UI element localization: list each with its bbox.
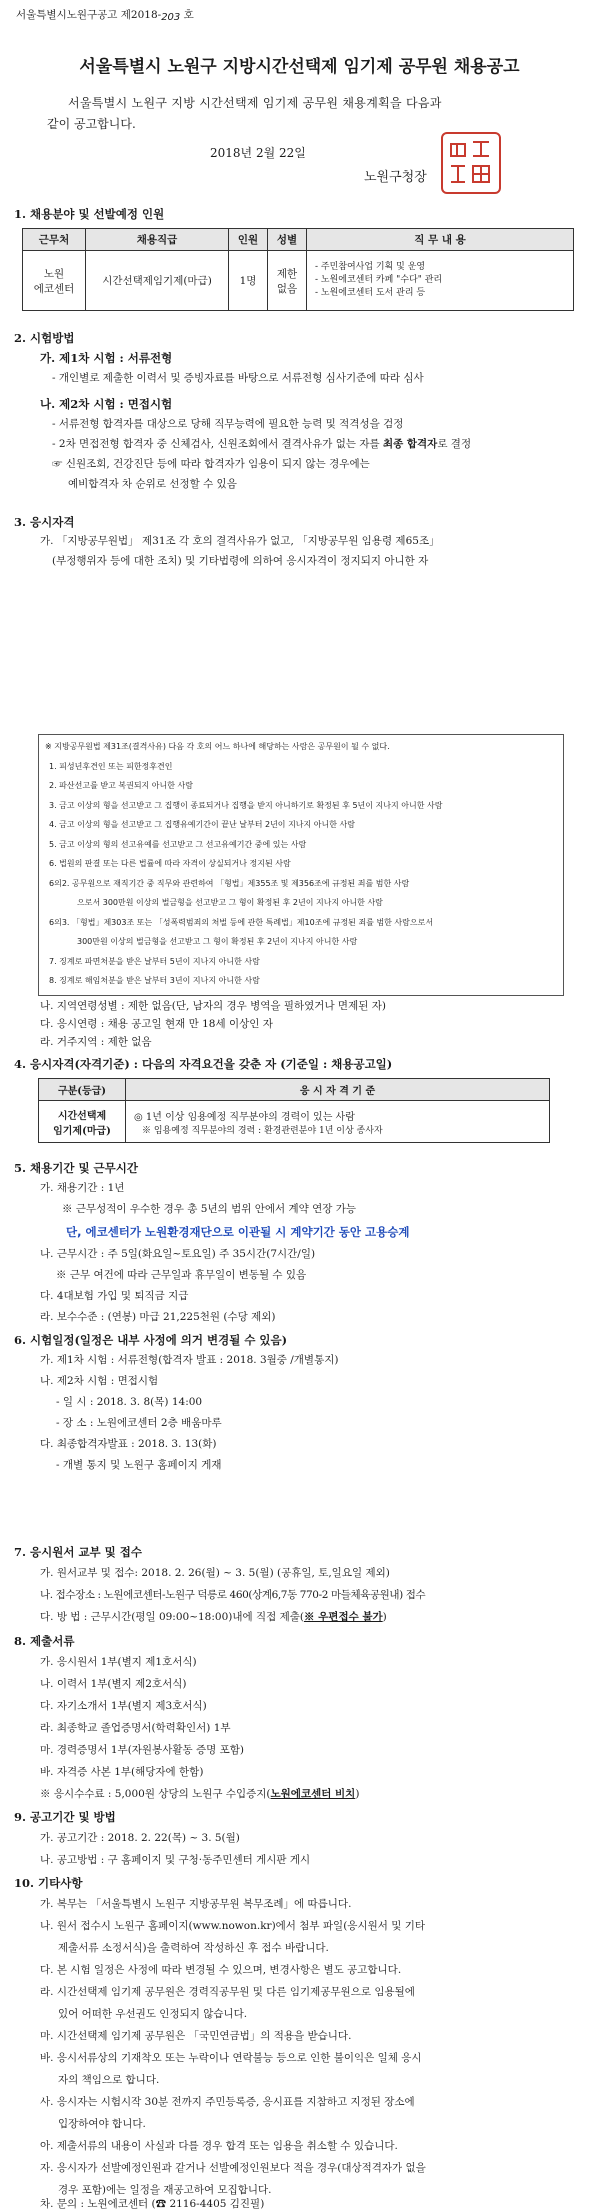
section-3-heading: 3. 응시자격 <box>14 515 75 529</box>
cell-workplace: 노원 에코센터 <box>23 251 86 311</box>
qualification-a-2: (부정행위자 등에 대한 조치) 및 기타법령에 의하여 응시자격이 정지되지 아니한 자 <box>52 555 429 567</box>
work-hours: 나. 근무시간 : 주 5일(화요일~토요일) 주 35시간(7시간/일) <box>40 1248 316 1260</box>
col-grade: 채용직급 <box>86 229 229 251</box>
box-line: 6. 법원의 판결 또는 다른 법률에 따라 자격이 상실되거나 정지된 사람 <box>49 859 291 868</box>
work-hours-note: ※ 근무 여건에 따라 근무일과 휴무일이 변동될 수 있음 <box>56 1269 307 1281</box>
misc-line: 마. 시간선택제 임기제 공무원은 「국민연금법」의 적용을 받습니다. <box>40 2030 352 2042</box>
misc-line: 나. 원서 접수시 노원구 홈페이지(www.nowon.kr)에서 첨부 파일(응시원서 및 기타 <box>40 1920 425 1932</box>
notice-method: 나. 공고방법 : 구 홈페이지 및 구청·동주민센터 게시판 게시 <box>40 1854 311 1866</box>
misc-line: 경우 포함)에는 일정을 재공고하여 모집합니다. <box>58 2184 272 2196</box>
cell-grade-class: 시간선택제 임기제(마급) <box>39 1101 126 1143</box>
exam-1-title: 가. 제1차 시험 : 서류전형 <box>40 351 173 365</box>
final-announcement: 다. 최종합격자발표 : 2018. 3. 13(화) <box>40 1438 217 1450</box>
cell-duties: - 주민참여사업 기획 및 운영 - 노원에코센터 카페 "수다" 관리 - 노원에코센터 도서 관리 등 <box>307 251 574 311</box>
notice-date: 2018년 2월 22일 <box>210 146 306 160</box>
misc-line: 가. 복무는 「서울특별시 노원구 지방공무원 복무조례」에 따릅니다. <box>40 1898 352 1910</box>
box-line: 8. 징계로 해임처분을 받은 날부터 3년이 지나지 아니한 사람 <box>49 976 260 985</box>
notice-period: 가. 공고기간 : 2018. 2. 22(목) ~ 3. 5(월) <box>40 1832 240 1844</box>
qualification-ra: 라. 거주지역 : 제한 없음 <box>40 1036 152 1048</box>
exam-2-note-2: 예비합격자 차 순위로 선정할 수 있음 <box>68 478 237 490</box>
box-line: 6의3. 「형법」제303조 또는 「성폭력범죄의 처벌 등에 관한 특례법」제10조에 규정된 죄를 범한 사람으로서 <box>49 917 434 927</box>
col-duties: 직 무 내 용 <box>307 229 574 251</box>
box-line: 6의2. 공무원으로 재직기간 중 직무와 관련하여 「형법」제355조 및 제356조에 규정된 죄를 범한 사람 <box>49 878 410 888</box>
misc-line: 사. 응시자는 시험시작 30분 전까지 주민등록증, 응시표를 지참하고 지정된 장소에 <box>40 2096 415 2108</box>
application-place: 나. 접수장소 : 노원에코센터-노원구 덕릉로 460(상계6,7동 770-2 마들체육공원내) 접수 <box>40 1589 426 1601</box>
schedule-2-place: - 장 소 : 노원에코센터 2층 배움마루 <box>56 1417 222 1429</box>
qualification-a-1: 가. 「지방공무원법」 제31조 각 호의 결격사유가 없고, 「지방공무원 임용령 제65조」 <box>40 535 440 547</box>
misc-line: 있어 어떠한 우선권도 인정되지 않습니다. <box>58 2008 248 2020</box>
col-workplace: 근무처 <box>23 229 86 251</box>
misc-line: 바. 응시서류상의 기재착오 또는 누락이나 연락불능 등으로 인한 불이익은 일체 응시 <box>40 2052 422 2064</box>
section-5-heading: 5. 채용기간 및 근무시간 <box>14 1161 138 1175</box>
misc-line: 제출서류 소정서식)을 출력하여 작성하신 후 접수 바랍니다. <box>58 1942 329 1954</box>
misc-line: 라. 시간선택제 임기제 공무원은 경력직공무원 및 다른 임기제공무원으로 임용될에 <box>40 1986 415 1998</box>
box-line: 5. 금고 이상의 형의 선고유예를 선고받고 그 선고유예기간 중에 있는 사람 <box>49 839 307 849</box>
disqualification-box <box>38 734 564 996</box>
document-item: 마. 경력증명서 1부(자원봉사활동 증명 포함) <box>40 1744 244 1756</box>
section-8-heading: 8. 제출서류 <box>14 1634 75 1648</box>
document-item: 다. 자기소개서 1부(별지 제3호서식) <box>40 1700 207 1712</box>
final-announcement-note: - 개별 통지 및 노원구 홈페이지 게재 <box>56 1459 222 1471</box>
misc-line: 입장하여야 합니다. <box>58 2118 146 2130</box>
box-line: 3. 금고 이상의 형을 선고받고 그 집행이 종료되거나 집행을 받지 아니하기로 확정된 후 5년이 지나지 아니한 사람 <box>49 800 443 810</box>
section-9-heading: 9. 공고기간 및 방법 <box>14 1810 116 1824</box>
col-requirements: 응 시 자 격 기 준 <box>126 1079 550 1101</box>
exam-2-note-1: ☞ 신원조회, 건강진단 등에 따라 합격자가 임용이 되지 않는 경우에는 <box>52 458 370 470</box>
issuer: 노원구청장 <box>364 170 427 185</box>
col-count: 인원 <box>229 229 268 251</box>
period-note: ※ 근무성적이 우수한 경우 총 5년의 범위 안에서 계약 연장 가능 <box>62 1203 356 1215</box>
section-6-heading: 6. 시험일정(일정은 내부 사정에 의거 변경될 수 있음) <box>14 1333 288 1347</box>
cell-gender: 제한 없음 <box>268 251 307 311</box>
document-item: 라. 최종학교 졸업증명서(학력확인서) 1부 <box>40 1722 231 1734</box>
section-1-heading: 1. 채용분야 및 선발예정 인원 <box>14 207 165 221</box>
qualification-da: 다. 응시연령 : 채용 공고일 현재 만 18세 이상인 자 <box>40 1018 273 1030</box>
period: 가. 채용기간 : 1년 <box>40 1182 125 1194</box>
succession-note: 단, 에코센터가 노원환경재단으로 이관될 시 계약기간 동안 고용승계 <box>66 1225 410 1239</box>
schedule-2-date: - 일 시 : 2018. 3. 8(목) 14:00 <box>56 1396 203 1408</box>
exam-2-desc-1: - 서류전형 합격자를 대상으로 당해 직무능력에 필요한 능력 및 적격성을 검정 <box>52 418 404 430</box>
salary: 라. 보수수준 : (연봉) 마급 21,225천원 (수당 제외) <box>40 1311 276 1323</box>
contact-line: 차. 문의 : 노원에코센터 (☎ 2116-4405 김진필) <box>40 2198 265 2210</box>
document-item: 가. 응시원서 1부(별지 제1호서식) <box>40 1656 197 1668</box>
qualification-table <box>38 1078 550 1143</box>
section-10-heading: 10. 기타사항 <box>14 1876 83 1890</box>
exam-2-title: 나. 제2차 시험 : 면접시험 <box>40 397 173 411</box>
misc-line: 다. 본 시험 일정은 사정에 따라 변경될 수 있으며, 변경사항은 별도 공고합니다. <box>40 1964 402 1976</box>
section-7-heading: 7. 응시원서 교부 및 접수 <box>14 1545 142 1559</box>
official-seal <box>441 132 501 194</box>
document-item: 바. 자격증 사본 1부(해당자에 한함) <box>40 1766 204 1778</box>
exam-1-desc: - 개인별로 제출한 이력서 및 증빙자료를 바탕으로 서류전형 심사기준에 따라 심사 <box>52 372 424 384</box>
cell-count: 1명 <box>229 251 268 311</box>
col-gender: 성별 <box>268 229 307 251</box>
page-title: 서울특별시 노원구 지방시간선택제 임기제 공무원 채용공고 <box>79 57 520 77</box>
application-method: 다. 방 법 : 근무시간(평일 09:00~18:00)내에 직접 제출(※ 우편접수 불가) <box>40 1611 387 1623</box>
box-line: 300만원 이상의 벌금형을 선고받고 그 형이 확정된 후 2년이 지나지 아니한 사람 <box>77 937 358 946</box>
insurance: 다. 4대보험 가입 및 퇴직금 지급 <box>40 1290 189 1302</box>
misc-line: 자. 응시자가 선발예정인원과 같거나 선발예정인원보다 적을 경우(대상적격자가 없을 <box>40 2162 426 2174</box>
box-line: 2. 파산선고를 받고 복권되지 아니한 사람 <box>49 781 193 790</box>
application-fee: ※ 응시수수료 : 5,000원 상당의 노원구 수입증지(노원에코센터 비치) <box>40 1788 360 1800</box>
box-line: 으로서 300만원 이상의 벌금형을 선고받고 그 형이 확정된 후 2년이 지나지 아니한 사람 <box>77 898 383 907</box>
qualification-na: 나. 지역연령성별 : 제한 없음(단, 남자의 경우 병역을 필하였거나 면제된 자) <box>40 1000 386 1012</box>
notice-number: 서울특별시노원구공고 제2018-203 호 <box>16 9 194 23</box>
intro-line-2: 같이 공고합니다. <box>47 117 136 131</box>
recruitment-table <box>22 228 574 311</box>
col-grade-class: 구분(등급) <box>39 1079 126 1101</box>
section-2-heading: 2. 시험방법 <box>14 331 75 345</box>
box-line: 7. 징계로 파면처분을 받은 날부터 5년이 지나지 아니한 사람 <box>49 956 260 966</box>
application-period: 가. 원서교부 및 접수: 2018. 2. 26(월) ~ 3. 5(월) (공휴일, 토,일요일 제외) <box>40 1567 390 1579</box>
misc-line: 자의 책임으로 합니다. <box>58 2074 160 2086</box>
cell-grade: 시간선택제임기제(마급) <box>86 251 229 311</box>
box-line: 1. 피성년후견인 또는 피한정후견인 <box>49 761 173 771</box>
schedule-1: 가. 제1차 시험 : 서류전형(합격자 발표 : 2018. 3월중 /개별통지) <box>40 1354 339 1366</box>
box-line: ※ 지방공무원법 제31조(결격사유) 다음 각 호의 어느 하나에 해당하는 사람은 공무원이 될 수 없다. <box>45 742 390 751</box>
schedule-2: 나. 제2차 시험 : 면접시험 <box>40 1375 159 1387</box>
box-line: 4. 금고 이상의 형을 선고받고 그 집행유예기간이 끝난 날부터 2년이 지나지 아니한 사람 <box>49 820 355 829</box>
exam-2-desc-2: - 2차 면접전형 합격자 중 신체검사, 신원조회에서 결격사유가 없는 자를 최종 합격자로 결정 <box>52 438 472 450</box>
section-4-heading: 4. 응시자격(자격기준) : 다음의 자격요건을 갖춘 자 (기준일 : 채용공고일) <box>14 1057 393 1071</box>
intro-line-1: 서울특별시 노원구 지방 시간선택제 임기제 공무원 채용계획을 다음과 <box>68 96 442 110</box>
cell-requirements: ◎ 1년 이상 임용예정 직무분야의 경력이 있는 사람 ※ 임용예정 직무분야의 경력 : 환경관련분야 1년 이상 종사자 <box>126 1101 550 1143</box>
handwritten-number: 203 <box>161 12 181 23</box>
misc-line: 아. 제출서류의 내용이 사실과 다를 경우 합격 또는 임용을 취소할 수 있습니다. <box>40 2140 398 2152</box>
document-item: 나. 이력서 1부(별지 제2호서식) <box>40 1678 187 1690</box>
